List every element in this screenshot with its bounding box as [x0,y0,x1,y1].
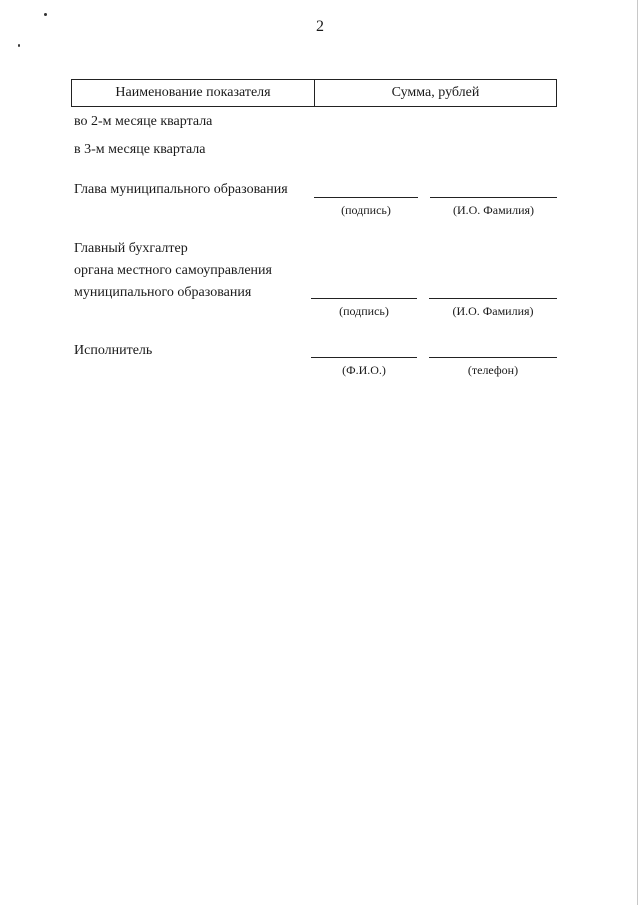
head-caption-name: (И.О. Фамилия) [452,203,535,217]
indicator-table [71,79,557,107]
head-title: Глава муниципального образования [74,182,288,197]
row-label-month-3: в 3-м месяце квартала [74,142,206,157]
accountant-caption-sign: (подпись) [339,304,389,318]
page-number: 2 [316,18,324,35]
head-caption-sign: (подпись) [341,203,391,217]
accountant-name-line [429,298,557,299]
executor-phone-line [429,357,557,358]
page-edge [637,0,638,905]
executor-fio-line [311,357,417,358]
accountant-title-line-2: органа местного самоуправления [74,263,272,278]
row-label-month-2: во 2-м месяце квартала [74,114,213,129]
head-signature-line [314,197,418,198]
accountant-caption-name: (И.О. Фамилия) [452,304,534,318]
scan-speck [44,13,47,16]
accountant-title-line-1: Главный бухгалтер [74,241,188,256]
accountant-signature-line [311,298,417,299]
table-header-row [72,80,557,107]
head-name-line [430,197,557,198]
executor-title: Исполнитель [74,343,153,358]
scan-speck [18,44,20,47]
accountant-title-line-3: муниципального образования [74,285,252,300]
column-header-indicator: Наименование показателя [72,80,315,107]
executor-caption-fio: (Ф.И.О.) [342,363,386,377]
column-header-amount: Сумма, рублей [315,80,557,107]
executor-caption-phone: (телефон) [467,363,519,377]
